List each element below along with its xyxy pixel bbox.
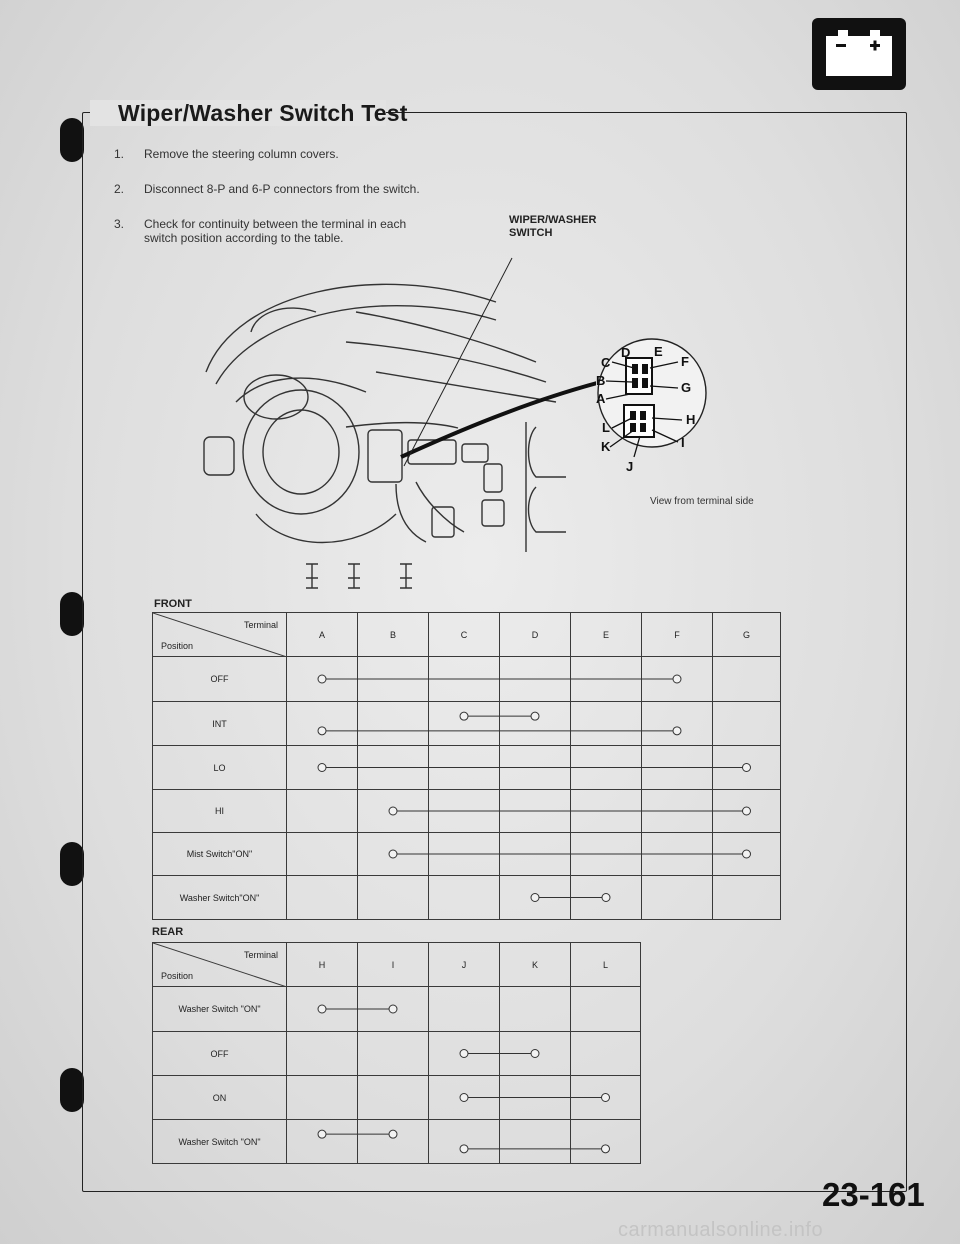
front-row-position: OFF [153, 657, 287, 702]
continuity-terminal-circle [531, 894, 539, 902]
continuity-terminal-circle [531, 1050, 539, 1058]
front-terminal-f: F [642, 613, 713, 657]
terminal-label-d: D [621, 345, 631, 360]
footer-watermark: carmanualsonline.info [618, 1219, 824, 1241]
terminal-label-e: E [654, 344, 663, 359]
front-terminal-g: G [713, 613, 781, 657]
view-from-terminal-side-label: View from terminal side [650, 496, 754, 507]
step-text-line2: switch position according to the table. [144, 231, 344, 245]
front-row-position: HI [153, 790, 287, 833]
step-number: 2. [114, 182, 125, 196]
step-text-line1: Check for continuity between the terminal in each [144, 217, 407, 231]
terminal-label-i: I [681, 435, 685, 450]
continuity-terminal-circle [743, 764, 751, 772]
front-terminal-d: D [500, 613, 571, 657]
terminal-label-k: K [601, 439, 611, 454]
position-header: Position [161, 971, 194, 981]
continuity-terminal-circle [318, 727, 326, 735]
continuity-terminal-circle [318, 1005, 326, 1013]
continuity-terminal-circle [318, 1130, 326, 1138]
terminal-header: Terminal [243, 950, 278, 960]
front-row-position: Mist Switch"ON" [153, 833, 287, 876]
continuity-terminal-circle [318, 764, 326, 772]
terminal-label-j: J [626, 459, 634, 474]
rear-row-position: OFF [153, 1032, 287, 1076]
terminal-header: Terminal [243, 620, 278, 630]
continuity-terminal-circle [460, 1145, 468, 1153]
front-continuity-mark [318, 727, 681, 735]
rear-terminal-k: K [500, 943, 571, 987]
front-row-position: Washer Switch"ON" [153, 876, 287, 920]
front-row-position: LO [153, 746, 287, 790]
front-continuity-mark [389, 807, 751, 815]
front-continuity-mark [460, 712, 539, 720]
terminal-label-b: B [596, 373, 606, 388]
continuity-terminal-circle [318, 675, 326, 683]
continuity-terminal-circle [743, 850, 751, 858]
front-continuity-mark [531, 894, 610, 902]
rear-table-label: REAR [152, 926, 184, 938]
rear-terminal-h: H [287, 943, 358, 987]
terminal-label-c: C [601, 355, 611, 370]
continuity-terminal-circle [389, 1005, 397, 1013]
continuity-terminal-circle [460, 712, 468, 720]
continuity-terminal-circle [389, 850, 397, 858]
continuity-terminal-circle [673, 675, 681, 683]
continuity-terminal-circle [389, 1130, 397, 1138]
terminal-label-f: F [681, 354, 689, 369]
front-terminal-a: A [287, 613, 358, 657]
front-table-label: FRONT [154, 598, 192, 610]
front-continuity-mark [389, 850, 751, 858]
terminal-label-h: H [686, 412, 696, 427]
continuity-terminal-circle [673, 727, 681, 735]
step-text: Remove the steering column covers. [144, 147, 339, 161]
position-header: Position [161, 641, 194, 651]
wiper-washer-switch-callout: WIPER/WASHER SWITCH [509, 214, 597, 239]
page-number: 23-161 [822, 1176, 925, 1213]
front-terminal-e: E [571, 613, 642, 657]
rear-terminal-i: I [358, 943, 429, 987]
continuity-terminal-circle [602, 1145, 610, 1153]
rear-continuity-mark [318, 1005, 397, 1013]
section-title: Wiper/Washer Switch Test [118, 100, 408, 126]
front-terminal-c: C [429, 613, 500, 657]
continuity-terminal-circle [743, 807, 751, 815]
rear-continuity-mark [460, 1145, 610, 1153]
front-row-position: INT [153, 702, 287, 746]
continuity-terminal-circle [389, 807, 397, 815]
rear-continuity-mark [318, 1130, 397, 1138]
rear-row-position: ON [153, 1076, 287, 1120]
continuity-terminal-circle [531, 712, 539, 720]
rear-row-position: Washer Switch "ON" [153, 1120, 287, 1164]
step-number: 3. [114, 217, 125, 231]
step-number: 1. [114, 147, 125, 161]
continuity-terminal-circle [460, 1094, 468, 1102]
rear-row-position: Washer Switch "ON" [153, 987, 287, 1032]
terminal-label-a: A [596, 391, 606, 406]
terminal-label-l: L [602, 420, 610, 435]
step-text: Disconnect 8-P and 6-P connectors from the switch. [144, 182, 420, 196]
continuity-terminal-circle [602, 894, 610, 902]
continuity-terminal-circle [602, 1094, 610, 1102]
front-continuity-mark [318, 764, 751, 772]
front-terminal-b: B [358, 613, 429, 657]
continuity-terminal-circle [460, 1050, 468, 1058]
rear-terminal-l: L [571, 943, 641, 987]
rear-continuity-mark [460, 1094, 610, 1102]
front-continuity-mark [318, 675, 681, 683]
rear-terminal-j: J [429, 943, 500, 987]
terminal-label-g: G [681, 380, 692, 395]
rear-continuity-mark [460, 1050, 539, 1058]
